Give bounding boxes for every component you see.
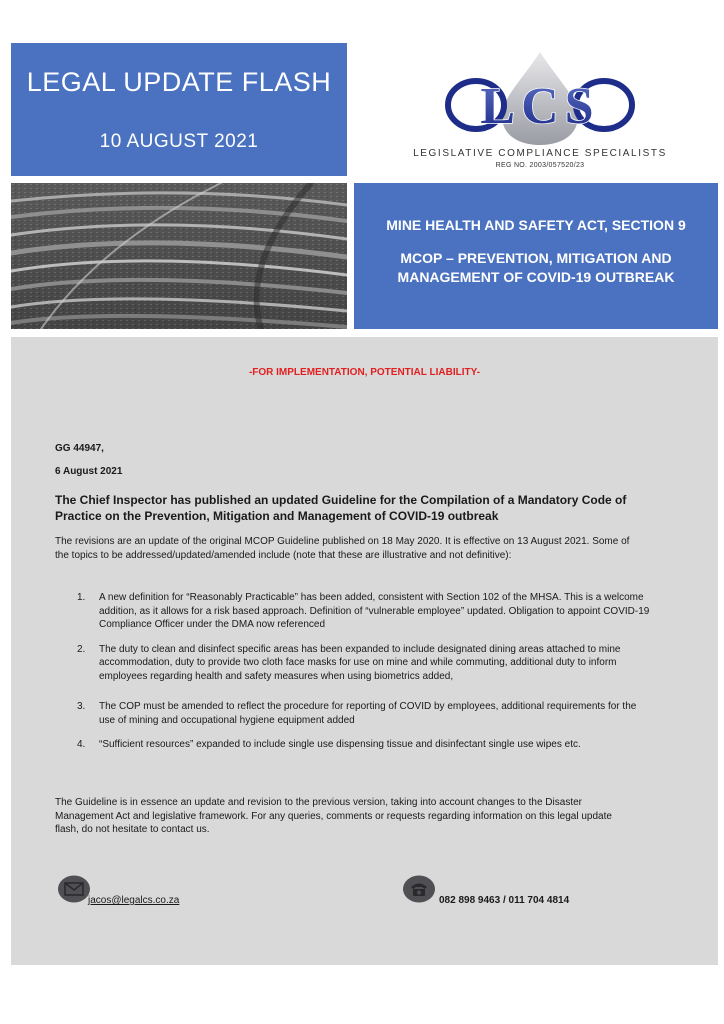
envelope-icon	[58, 875, 90, 903]
logo-reg-no: REG NO. 2003/057520/23	[495, 162, 585, 169]
list-item-text: A new definition for “Reasonably Practicable” has been added, consistent with Section 102 of the MHSA. This is a welcome addition, as it allows for a risk based approach. Definition of “vulnerable employee” updated. Obligation to appoint COVID-19 Compliance Officer under the DMA now referenced	[99, 592, 650, 630]
act-reference-banner	[354, 183, 718, 329]
list-item-text: “Sufficient resources” expanded to include single use dispensing tissue and disinfectant single use wipes etc.	[99, 739, 581, 750]
list-item-text: The COP must be amended to reflect the procedure for reporting of COVID by employees, additional requirements for the use of mining and occupational hygiene equipment added	[99, 701, 637, 726]
revision-list	[55, 591, 655, 752]
act-subject: MCOP – PREVENTION, MITIGATION AND MANAGEMENT OF COVID-19 OUTBREAK	[397, 250, 675, 285]
lcs-logo	[410, 50, 670, 175]
title-banner	[11, 43, 347, 176]
list-item-number: 1.	[77, 592, 86, 603]
telephone-icon	[403, 875, 435, 903]
list-item	[55, 700, 655, 727]
phone-numbers: 082 898 9463 / 011 704 4814	[439, 895, 570, 906]
intro-paragraph: The revisions are an update of the original MCOP Guideline published on 18 May 2020. It is effective on 13 August 2021. Some of the topics to be addressed/updated/amended include (note that these are illustrative and not definitive):	[55, 536, 630, 561]
list-item-number: 4.	[77, 739, 86, 750]
page-title: LEGAL UPDATE FLASH	[26, 67, 332, 97]
logo-org-name: LEGISLATIVE COMPLIANCE SPECIALISTS	[413, 148, 667, 159]
list-item	[55, 738, 655, 752]
list-item-text: The duty to clean and disinfect specific areas has been expanded to include designated dining areas attached to mine accommodation, duty to provide two cloth face masks for use on mine and while commuting, additional duty to inform employees regarding health and safety measures when using biometrics added,	[99, 643, 621, 682]
implementation-notice: -FOR IMPLEMENTATION, POTENTIAL LIABILITY-	[248, 367, 481, 378]
logo-letters: LCS	[480, 78, 600, 135]
list-item	[55, 643, 655, 684]
act-section: MINE HEALTH AND SAFETY ACT, SECTION 9	[386, 217, 686, 233]
gazette-date: 6 August 2021	[55, 466, 123, 477]
closing-paragraph: The Guideline is in essence an update and revision to the previous version, taking into account changes to the Disaster Management Act and legislative framework. For any queries, comments or requests regarding information on this legal update flash, do not hesitate to contact us.	[55, 797, 612, 835]
headline: The Chief Inspector has published an updated Guideline for the Compilation of a Mandatory Code of Practice on the Prevention, Mitigation and Management of COVID-19 outbreak	[55, 493, 627, 523]
list-item	[55, 591, 655, 632]
flash-date: 10 AUGUST 2021	[99, 131, 259, 152]
list-item-number: 2.	[77, 643, 86, 655]
email-link[interactable]: jacos@legalcs.co.za	[88, 895, 180, 906]
gazette-number: GG 44947,	[55, 443, 104, 454]
open-pit-mine-image	[11, 183, 347, 329]
lcs-logo-mark	[440, 50, 640, 146]
content-panel	[11, 337, 718, 965]
list-item-number: 3.	[77, 701, 86, 712]
